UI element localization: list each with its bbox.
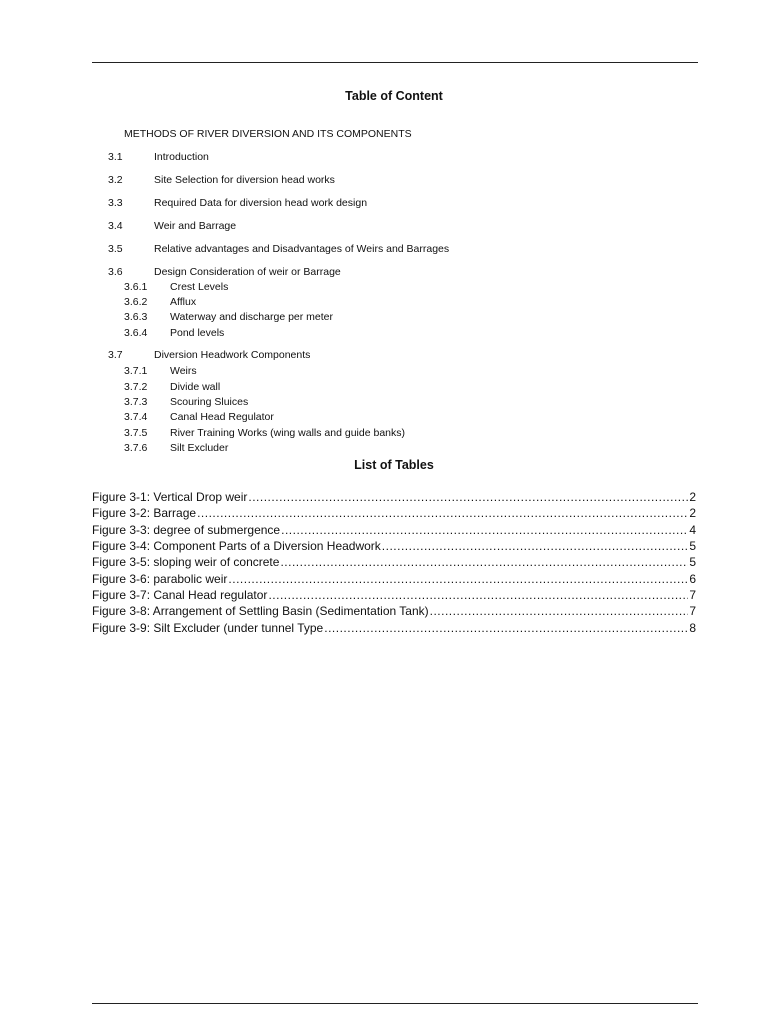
toc-entry-number: 3.6.3 [124,311,148,323]
figure-entry-label: Figure 3-5: sloping weir of concrete [92,555,280,569]
figure-entry[interactable] [92,539,696,555]
toc-entry[interactable] [108,174,335,186]
dot-leader [248,490,688,504]
toc-subentry[interactable] [124,442,228,454]
figure-entry-page: 8 [689,621,696,635]
figure-entry-page: 4 [689,523,696,537]
toc-entry-text: Diversion Headwork Components [154,349,311,361]
toc-entry[interactable] [108,266,341,278]
toc-subentry[interactable] [124,365,197,377]
figure-entry[interactable] [92,604,696,620]
figure-entry[interactable] [92,621,696,637]
toc-entry-text: Relative advantages and Disadvantages of Weirs and Barrages [154,243,450,255]
toc-entry-text: Weir and Barrage [154,220,237,232]
toc-entry-text: Canal Head Regulator [170,411,274,423]
figure-entry[interactable] [92,523,696,539]
toc-entry-text: Design Consideration of weir or Barrage [154,266,341,278]
toc-entry-number: 3.4 [108,220,123,232]
toc-entry-text: Silt Excluder [170,442,229,454]
figure-entry-label: Figure 3-2: Barrage [92,506,197,520]
figure-entry-page: 2 [689,490,696,504]
figure-entry-page: 7 [689,588,696,602]
toc-entry-text: Crest Levels [170,281,229,293]
dot-leader [280,555,688,569]
figure-entry-label: Figure 3-7: Canal Head regulator [92,588,268,602]
figure-entry[interactable] [92,572,696,588]
figure-entry-label: Figure 3-1: Vertical Drop weir [92,490,248,504]
toc-subentry[interactable] [124,327,224,339]
toc-entry-number: 3.6 [108,266,123,278]
dot-leader [324,621,688,635]
toc-entry[interactable] [108,197,367,209]
toc-entry-text: Pond levels [170,327,225,339]
toc-entry[interactable] [108,220,236,232]
toc-entry-text: Required Data for diversion head work design [154,197,368,209]
toc-entry-number: 3.5 [108,243,123,255]
toc-entry-text: Site Selection for diversion head works [154,174,335,186]
toc-entry-number: 3.6.2 [124,296,148,308]
toc-entry-text: Waterway and discharge per meter [170,311,334,323]
toc-entry-number: 3.7.6 [124,442,148,454]
figure-entry-page: 5 [689,539,696,553]
figure-entry[interactable] [92,588,696,604]
toc-entry-text: Scouring Sluices [170,396,249,408]
figure-entry-page: 2 [689,506,696,520]
toc-entry-number: 3.6.4 [124,327,148,339]
figure-entry-label: Figure 3-6: parabolic weir [92,572,228,586]
figure-entry[interactable] [92,555,696,571]
toc-entry-text: Weirs [170,365,197,377]
dot-leader [430,604,689,618]
figure-entry-label: Figure 3-8: Arrangement of Settling Basin (Sedimentation Tank) [92,604,429,618]
figure-entry-label: Figure 3-4: Component Parts of a Diversion Headwork [92,539,381,553]
toc-entry-number: 3.7.1 [124,365,148,377]
toc-entry-number: 3.7 [108,349,123,361]
toc-entry-number: 3.7.4 [124,411,148,423]
dot-leader [228,572,688,586]
list-of-tables-title: List of Tables [354,458,434,472]
toc-entry-number: 3.6.1 [124,281,148,293]
toc-chapter-heading: METHODS OF RIVER DIVERSION AND ITS COMPONENTS [124,128,412,140]
figure-entry[interactable] [92,490,696,506]
toc-entry-number: 3.3 [108,197,123,209]
figure-entry-page: 5 [689,555,696,569]
footer-rule [92,1003,698,1004]
figure-entry[interactable] [92,506,696,522]
toc-subentry[interactable] [124,381,220,393]
toc-entry[interactable] [108,243,449,255]
toc-entry-number: 3.2 [108,174,123,186]
toc-entry-text: River Training Works (wing walls and guide banks) [170,427,405,439]
toc-entry-text: Afflux [170,296,197,308]
toc-subentry[interactable] [124,411,274,423]
toc-title: Table of Content [345,89,443,103]
toc-entry[interactable] [108,151,209,163]
figure-entry-page: 6 [689,572,696,586]
dot-leader [268,588,688,602]
toc-subentry[interactable] [124,296,196,308]
dot-leader [197,506,688,520]
dot-leader [382,539,689,553]
toc-entry-text: Divide wall [170,381,221,393]
header-rule [92,62,698,63]
toc-subentry[interactable] [124,281,228,293]
figure-entry-page: 7 [689,604,696,618]
toc-entry-text: Introduction [154,151,209,163]
toc-entry-number: 3.7.3 [124,396,148,408]
toc-entry[interactable] [108,349,310,361]
toc-subentry[interactable] [124,311,333,323]
toc-entry-number: 3.7.5 [124,427,148,439]
toc-entry-number: 3.1 [108,151,123,163]
figure-entry-label: Figure 3-3: degree of submergence [92,523,281,537]
toc-subentry[interactable] [124,427,405,439]
toc-subentry[interactable] [124,396,248,408]
figure-entry-label: Figure 3-9: Silt Excluder (under tunnel Type [92,621,324,635]
dot-leader [281,523,688,537]
toc-entry-number: 3.7.2 [124,381,148,393]
